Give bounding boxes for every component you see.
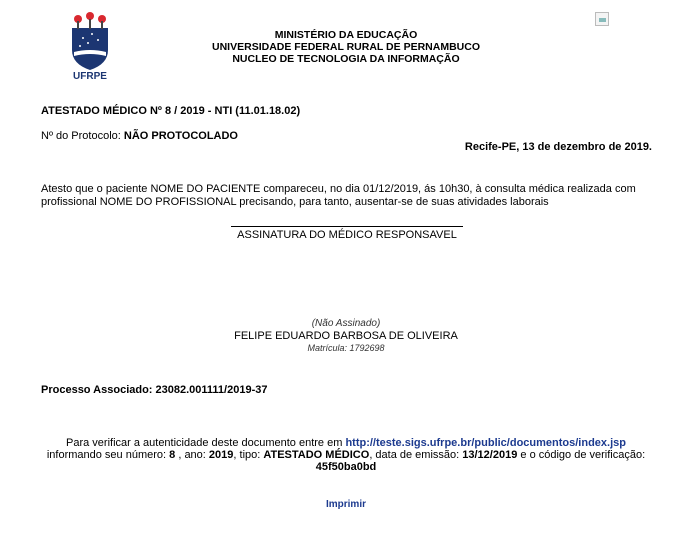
signer-name: FELIPE EDUARDO BARBOSA DE OLIVEIRA xyxy=(234,330,458,342)
verify-number: 8 xyxy=(169,449,176,461)
verify-emission: 13/12/2019 xyxy=(462,449,518,461)
verify-year: 2019 xyxy=(208,449,234,461)
signer-matricula: Matrícula: 1792698 xyxy=(307,343,385,353)
verify-code: 45f50ba0bd xyxy=(315,461,377,473)
verification-notice xyxy=(30,437,662,473)
print-link[interactable]: Imprimir xyxy=(325,499,366,510)
verify-number-label: informando seu número: xyxy=(46,449,167,461)
document-header xyxy=(150,29,542,65)
verify-year-label: , ano: xyxy=(178,449,206,461)
document-date: Recife-PE, 13 de dezembro de 2019. xyxy=(464,141,652,153)
signature-label: ASSINATURA DO MÉDICO RESPONSAVEL xyxy=(237,229,457,241)
broken-image-icon xyxy=(595,12,609,26)
document-title: ATESTADO MÉDICO Nº 8 / 2019 - NTI (11.01.18.02) xyxy=(41,105,301,117)
header-university: UNIVERSIDADE FEDERAL RURAL DE PERNAMBUCO xyxy=(212,41,480,53)
verify-type: ATESTADO MÉDICO xyxy=(263,449,370,461)
verify-intro: Para verificar a autenticidade deste documento entre em xyxy=(66,437,343,449)
verify-code-label: e o código de verificação: xyxy=(520,449,646,461)
logo-text: UFRPE xyxy=(73,71,107,82)
signature-line xyxy=(231,226,463,227)
header-department: NUCLEO DE TECNOLOGIA DA INFORMAÇÃO xyxy=(232,53,460,65)
verify-type-label: , tipo: xyxy=(233,449,261,461)
protocol-line xyxy=(41,130,238,142)
protocol-value: NÃO PROTOCOLADO xyxy=(123,130,238,142)
protocol-label: Nº do Protocolo: xyxy=(41,130,121,142)
signature-status: (Não Assinado) xyxy=(311,318,381,329)
verify-emission-label: , data de emissão: xyxy=(369,449,460,461)
document-body: Atesto que o paciente NOME DO PACIENTE compareceu, no dia 01/12/2019, ás 10h30, à consulta médica realizada com profissional NOME DO PROFISSIONAL precisando, para tanto, ausentar-se de suas atividades laborais xyxy=(41,183,636,208)
associated-process: Processo Associado: 23082.001111/2019-37 xyxy=(41,384,268,396)
verify-link[interactable]: http://teste.sigs.ufrpe.br/public/documentos/index.jsp xyxy=(345,437,626,449)
header-ministry: MINISTÉRIO DA EDUCAÇÃO xyxy=(274,29,418,41)
